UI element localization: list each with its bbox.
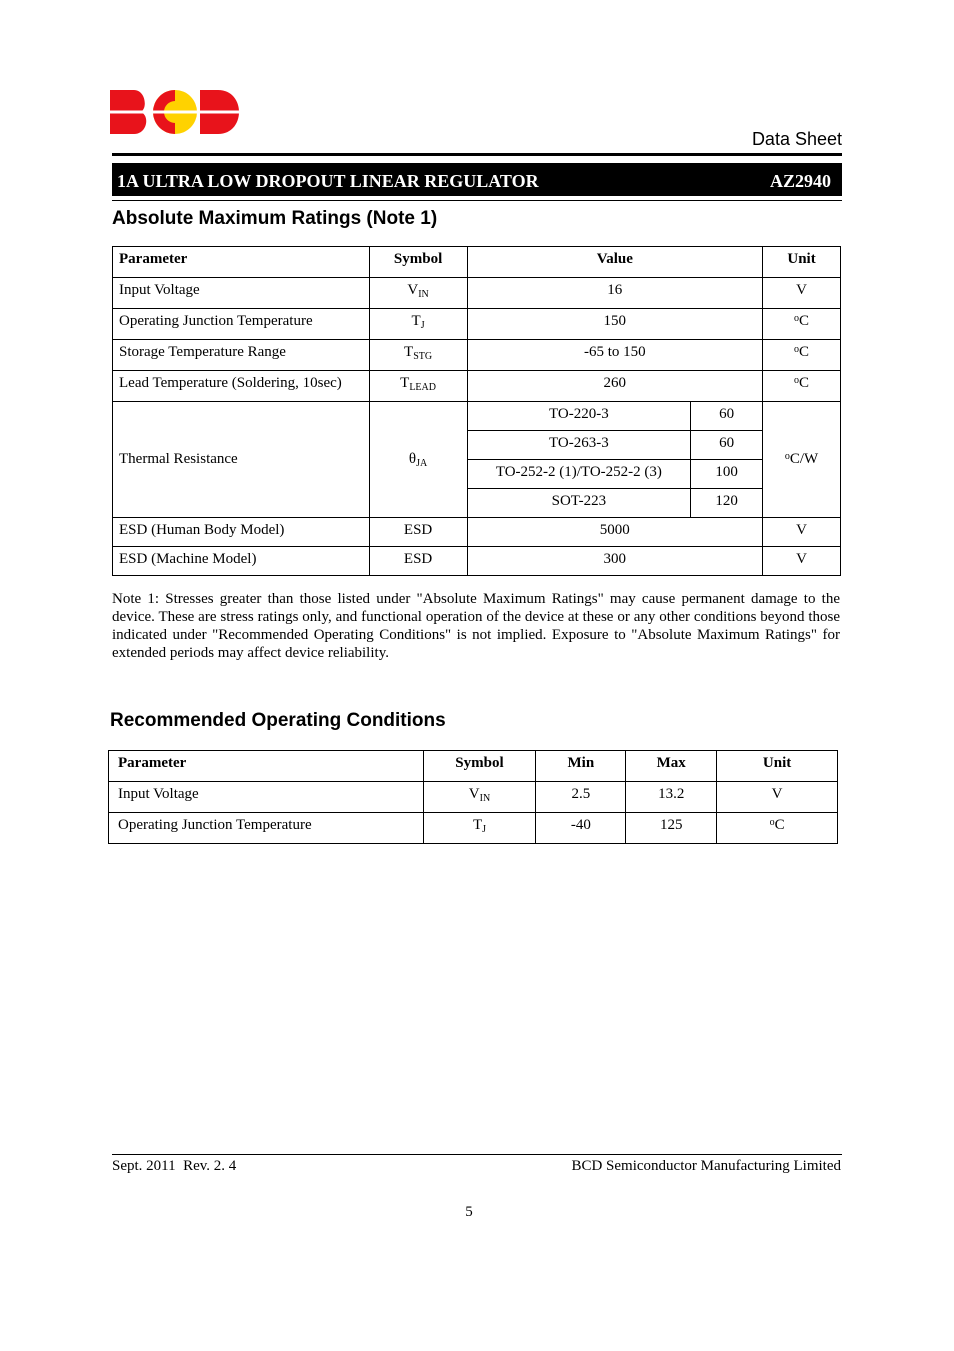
value-cell: 120 — [691, 489, 763, 518]
symbol-cell: $T_J$ — [423, 813, 536, 844]
header-rule — [112, 153, 842, 156]
unit-cell: $^o$C — [717, 813, 838, 844]
param-cell: Storage Temperature Range — [113, 340, 370, 371]
value-cell: 5000 — [467, 518, 763, 547]
rec-op-heading: Recommended Operating Conditions — [110, 710, 446, 731]
symbol-cell: $V_{IN}$ — [423, 782, 536, 813]
min-cell: 2.5 — [536, 782, 626, 813]
abs-max-heading: Absolute Maximum Ratings (Note 1) — [112, 208, 438, 229]
unit-cell: V — [763, 518, 841, 547]
table-row — [109, 782, 838, 813]
max-cell: 125 — [626, 813, 717, 844]
col-header-parameter: Parameter — [109, 751, 424, 782]
table-row — [113, 340, 841, 371]
symbol-cell: ESD — [369, 518, 467, 547]
document-title: 1A ULTRA LOW DROPOUT LINEAR REGULATOR — [117, 171, 539, 191]
col-header-value: Value — [467, 247, 763, 278]
unit-cell: $^o$C/W — [763, 402, 841, 518]
param-cell: Lead Temperature (Soldering, 10sec) — [113, 371, 370, 402]
value-cell: 260 — [467, 371, 763, 402]
unit-cell: $^o$C — [763, 340, 841, 371]
value-cell: 60 — [691, 431, 763, 460]
symbol-cell: $T_J$ — [369, 309, 467, 340]
table-row — [113, 278, 841, 309]
footer-date-revision: Sept. 2011 Rev. 2. 4 — [112, 1158, 237, 1174]
table-header-row — [113, 247, 841, 278]
package-cell: TO-220-3 — [467, 402, 691, 431]
footer-rule — [112, 1154, 842, 1155]
col-header-parameter: Parameter — [113, 247, 370, 278]
col-header-unit: Unit — [763, 247, 841, 278]
col-header-symbol: Symbol — [369, 247, 467, 278]
symbol-cell: $T_{STG}$ — [369, 340, 467, 371]
note-paragraph: Note 1: Stresses greater than those listed under "Absolute Maximum Ratings" may cause permanent damage to the device. These are stress ratings only, and functional operation of the device at these or any other conditions beyond those indicated under "Recommended Operating Conditions" is not implied. Exposure to "Absolute Maximum Ratings" for extended periods may affect device reliability. — [112, 591, 840, 661]
package-cell: TO-263-3 — [467, 431, 691, 460]
rec-op-table — [108, 750, 838, 844]
unit-cell: V — [763, 547, 841, 576]
param-cell: Thermal Resistance — [113, 402, 370, 518]
value-cell: -65 to 150 — [467, 340, 763, 371]
table-row — [113, 518, 841, 547]
bcd-logo — [110, 88, 242, 136]
param-cell: ESD (Human Body Model) — [113, 518, 370, 547]
symbol-cell: $V_{IN}$ — [369, 278, 467, 309]
table-row — [113, 402, 841, 431]
value-cell: 60 — [691, 402, 763, 431]
symbol-cell: ESD — [369, 547, 467, 576]
part-number: AZ2940 — [769, 171, 831, 191]
param-cell: Input Voltage — [109, 782, 424, 813]
unit-cell: V — [717, 782, 838, 813]
param-cell: Operating Junction Temperature — [109, 813, 424, 844]
symbol-cell: $T_{LEAD}$ — [369, 371, 467, 402]
param-cell: Operating Junction Temperature — [113, 309, 370, 340]
value-cell: 150 — [467, 309, 763, 340]
table-header-row — [109, 751, 838, 782]
page-number: 5 — [465, 1204, 473, 1220]
package-cell: TO-252-2 (1)/TO-252-2 (3) — [467, 460, 691, 489]
doc-type-label: Data Sheet — [751, 129, 842, 149]
param-cell: Input Voltage — [113, 278, 370, 309]
col-header-min: Min — [536, 751, 626, 782]
col-header-max: Max — [626, 751, 717, 782]
table-row — [113, 309, 841, 340]
table-row — [109, 813, 838, 844]
title-underline — [112, 200, 842, 201]
table-row — [113, 371, 841, 402]
unit-cell: $^o$C — [763, 371, 841, 402]
col-header-symbol: Symbol — [423, 751, 536, 782]
package-cell: SOT-223 — [467, 489, 691, 518]
min-cell: -40 — [536, 813, 626, 844]
param-cell: ESD (Machine Model) — [113, 547, 370, 576]
value-cell: 300 — [467, 547, 763, 576]
max-cell: 13.2 — [626, 782, 717, 813]
value-cell: 16 — [467, 278, 763, 309]
abs-max-table — [112, 246, 841, 576]
symbol-cell: $\theta_{JA}$ — [369, 402, 467, 518]
col-header-unit: Unit — [717, 751, 838, 782]
title-bar — [112, 163, 842, 196]
unit-cell: V — [763, 278, 841, 309]
footer-company: BCD Semiconductor Manufacturing Limited — [571, 1158, 841, 1174]
value-cell: 100 — [691, 460, 763, 489]
table-row — [113, 547, 841, 576]
unit-cell: $^o$C — [763, 309, 841, 340]
